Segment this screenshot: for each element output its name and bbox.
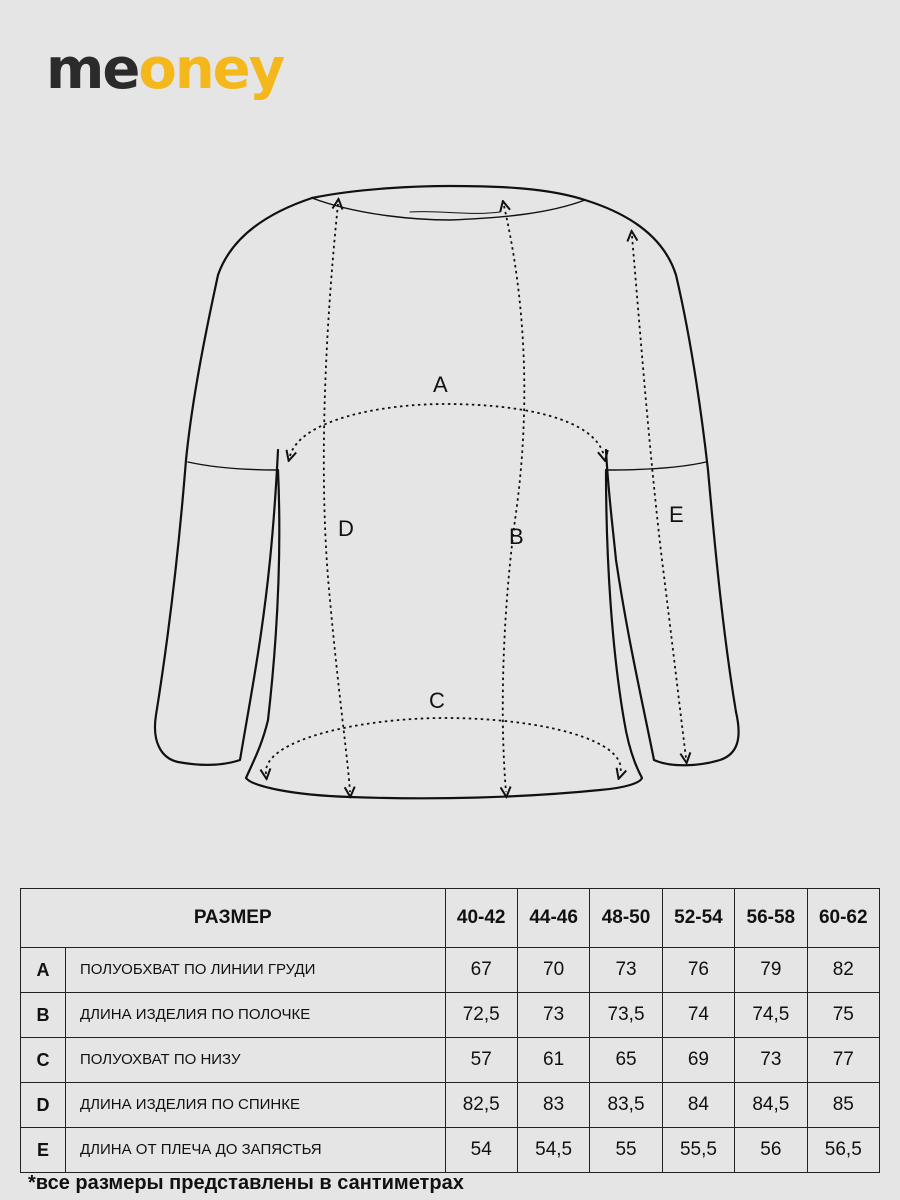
size-column-header: 48-50 (590, 889, 662, 948)
row-letter: E (21, 1128, 66, 1173)
logo-part-dark: me (46, 37, 139, 102)
neckline-inner (312, 198, 585, 220)
brand-logo (46, 37, 284, 102)
table-row (21, 1083, 880, 1128)
size-column-header: 40-42 (445, 889, 517, 948)
measure-c-line (266, 718, 621, 774)
measure-b-line (503, 206, 525, 792)
label-c: C (429, 688, 445, 713)
table-cell: 83 (517, 1083, 589, 1128)
row-description: ПОЛУОБХВАТ ПО ЛИНИИ ГРУДИ (66, 948, 446, 993)
size-header-cell: РАЗМЕР (21, 889, 446, 948)
size-column-header: 56-58 (735, 889, 807, 948)
table-cell: 70 (517, 948, 589, 993)
row-letter: A (21, 948, 66, 993)
sweater-sketch (0, 160, 900, 840)
table-cell: 55,5 (662, 1128, 734, 1173)
table-cell: 55 (590, 1128, 662, 1173)
table-cell: 54,5 (517, 1128, 589, 1173)
logo-part-accent: oney (138, 37, 284, 102)
size-table-header-row (21, 889, 880, 948)
label-e: E (669, 502, 684, 527)
measure-d-line (324, 204, 350, 792)
table-cell: 74 (662, 993, 734, 1038)
row-description: ДЛИНА ИЗДЕЛИЯ ПО СПИНКЕ (66, 1083, 446, 1128)
left-sleeve-outline (155, 198, 312, 765)
table-row (21, 948, 880, 993)
left-sleeve-seam (188, 462, 278, 470)
size-column-header: 44-46 (517, 889, 589, 948)
row-letter: D (21, 1083, 66, 1128)
size-column-header: 60-62 (807, 889, 879, 948)
table-cell: 75 (807, 993, 879, 1038)
measure-a-line (290, 404, 604, 456)
size-table (20, 888, 880, 1173)
table-cell: 56 (735, 1128, 807, 1173)
table-cell: 77 (807, 1038, 879, 1083)
garment-diagram (0, 160, 900, 840)
table-cell: 69 (662, 1038, 734, 1083)
table-cell: 76 (662, 948, 734, 993)
measure-e-line (632, 236, 686, 758)
table-cell: 82,5 (445, 1083, 517, 1128)
table-cell: 72,5 (445, 993, 517, 1038)
right-sleeve-seam (606, 462, 706, 470)
table-cell: 67 (445, 948, 517, 993)
table-cell: 61 (517, 1038, 589, 1083)
table-cell: 79 (735, 948, 807, 993)
row-letter: C (21, 1038, 66, 1083)
table-row (21, 1038, 880, 1083)
table-cell: 56,5 (807, 1128, 879, 1173)
table-cell: 85 (807, 1083, 879, 1128)
footnote: *все размеры представлены в сантиметрах (28, 1172, 464, 1194)
neckline (312, 186, 585, 200)
table-row (21, 1128, 880, 1173)
body-left-side (246, 470, 642, 798)
table-cell: 73,5 (590, 993, 662, 1038)
label-b: B (509, 524, 524, 549)
row-description: ДЛИНА ОТ ПЛЕЧА ДО ЗАПЯСТЬЯ (66, 1128, 446, 1173)
table-cell: 84 (662, 1083, 734, 1128)
size-column-header: 52-54 (662, 889, 734, 948)
label-a: A (433, 372, 448, 397)
table-cell: 54 (445, 1128, 517, 1173)
table-row (21, 993, 880, 1038)
row-description: ДЛИНА ИЗДЕЛИЯ ПО ПОЛОЧКЕ (66, 993, 446, 1038)
table-cell: 57 (445, 1038, 517, 1083)
row-description: ПОЛУОХВАТ ПО НИЗУ (66, 1038, 446, 1083)
table-cell: 73 (517, 993, 589, 1038)
row-letter: B (21, 993, 66, 1038)
table-cell: 65 (590, 1038, 662, 1083)
table-cell: 83,5 (590, 1083, 662, 1128)
table-cell: 74,5 (735, 993, 807, 1038)
table-cell: 84,5 (735, 1083, 807, 1128)
label-d: D (338, 516, 354, 541)
right-sleeve-outline (585, 200, 739, 765)
table-cell: 73 (735, 1038, 807, 1083)
table-cell: 73 (590, 948, 662, 993)
table-cell: 82 (807, 948, 879, 993)
